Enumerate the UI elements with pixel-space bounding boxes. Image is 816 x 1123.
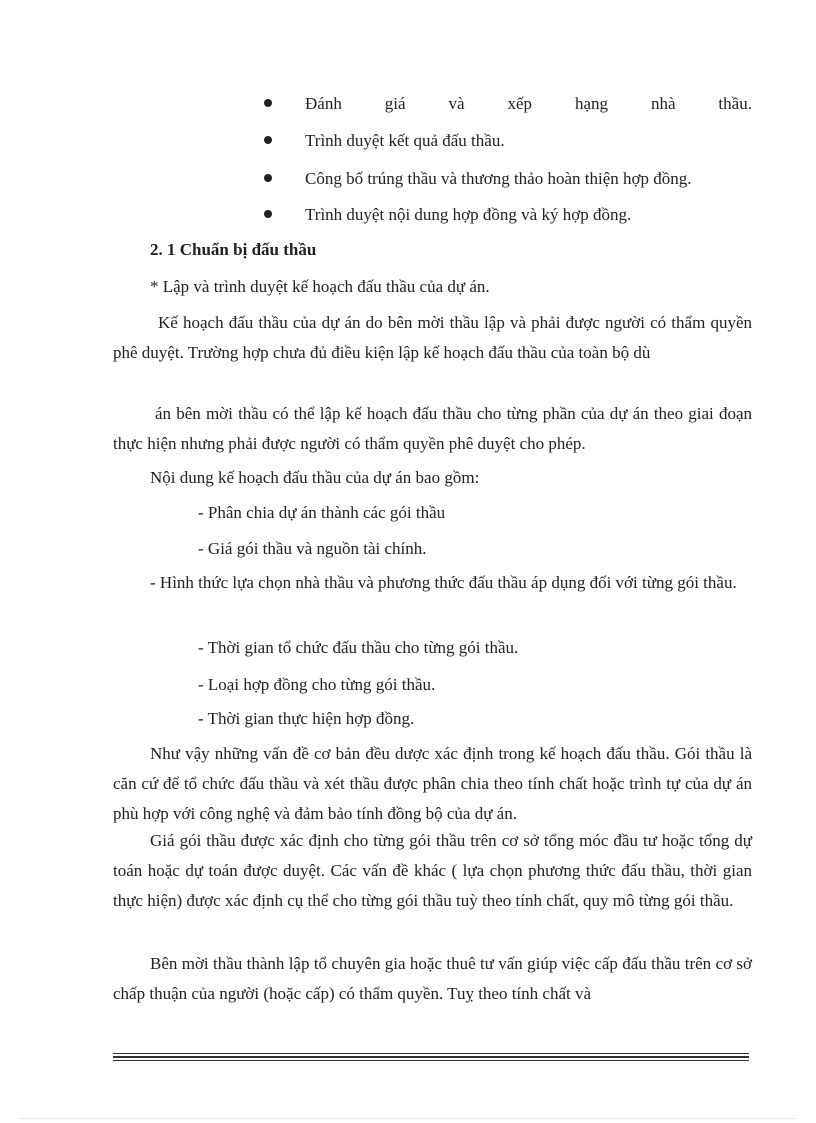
bullet-dot — [264, 136, 272, 144]
word: thầu. — [718, 94, 752, 113]
bullet-item-4: Trình duyệt nội dung hợp đồng và ký hợp đồng. — [305, 205, 632, 224]
word: xếp — [507, 94, 533, 113]
word: nhà — [650, 94, 676, 113]
word: giá — [384, 94, 406, 113]
paragraph-2: án bên mời thầu có thể lập kế hoạch đấu thầu cho từng phần của dự án theo giai đoạn thực hiện nhưng phải được người có thẩm quyền phê duyệt cho phép. — [113, 404, 752, 453]
section-heading: 2. 1 Chuẩn bị đấu thầu — [150, 240, 317, 259]
paragraph-1: Kế hoạch đấu thầu của dự án do bên mời thầu lập và phải được người có thẩm quyền phê duyệt. Trường hợp chưa đủ điều kiện lập kế hoạch đấu thầu của toàn bộ dù — [113, 313, 752, 362]
footer-rule — [113, 1060, 749, 1061]
page-edge-divider — [20, 1118, 796, 1119]
footer-rule — [113, 1056, 749, 1058]
word: Đánh — [305, 94, 342, 113]
bullet-dot — [264, 174, 272, 182]
bullet-dot — [264, 210, 272, 218]
dash-item-5: - Loại hợp đồng cho từng gói thầu. — [198, 675, 436, 694]
word: hạng — [574, 94, 608, 113]
paragraph-3: Nội dung kế hoạch đấu thầu của dự án bao gồm: — [150, 468, 480, 487]
bullet-item-2: Trình duyệt kết quả đấu thầu. — [305, 131, 505, 150]
dash-item-1: - Phân chia dự án thành các gói thầu — [198, 503, 446, 522]
section-subheading: * Lập và trình duyệt kế hoạch đấu thầu của dự án. — [150, 277, 490, 296]
dash-item-6: - Thời gian thực hiện hợp đồng. — [198, 709, 415, 728]
footer-rule — [113, 1053, 749, 1054]
dash-item-3: - Hình thức lựa chọn nhà thầu và phương thức đấu thầu áp dụng đối với từng gói thầu. — [150, 573, 737, 592]
paragraph-4: Như vậy những vấn đề cơ bản đều dược xác định trong kế hoạch đấu thầu. Gói thầu là căn cứ để tổ chức đấu thầu và xét thầu được phân chia theo tính chất hoặc trình tự của dự án phù hợp với công nghệ và đảm bảo tính đồng bộ của dự án. — [113, 744, 752, 823]
bullet-item-1 — [305, 89, 752, 118]
paragraph-5: Giá gói thầu được xác định cho từng gói thầu trên cơ sở tổng móc đầu tư hoặc tổng dự toán hoặc dự toán được duyệt. Các vấn đề khác ( lựa chọn phương thức đấu thầu, thời gian thực hiện) được xác định cụ thể cho từng gói thầu tuỳ theo tính chất, quy mô từng gói thầu. — [113, 831, 752, 910]
dash-item-2: - Giá gói thầu và nguồn tài chính. — [198, 539, 427, 558]
word: và — [448, 94, 465, 113]
paragraph-6: Bên mời thầu thành lập tổ chuyên gia hoặc thuê tư vấn giúp việc cấp đấu thầu trên cơ sở chấp thuận của người (hoặc cấp) có thẩm quyền. Tuỵ theo tính chất và — [113, 954, 752, 1003]
bullet-dot — [264, 99, 272, 107]
bullet-item-3: Công bố trúng thầu và thương thảo hoàn thiện hợp đồng. — [305, 169, 692, 188]
dash-item-4: - Thời gian tổ chức đấu thầu cho từng gói thầu. — [198, 638, 519, 657]
